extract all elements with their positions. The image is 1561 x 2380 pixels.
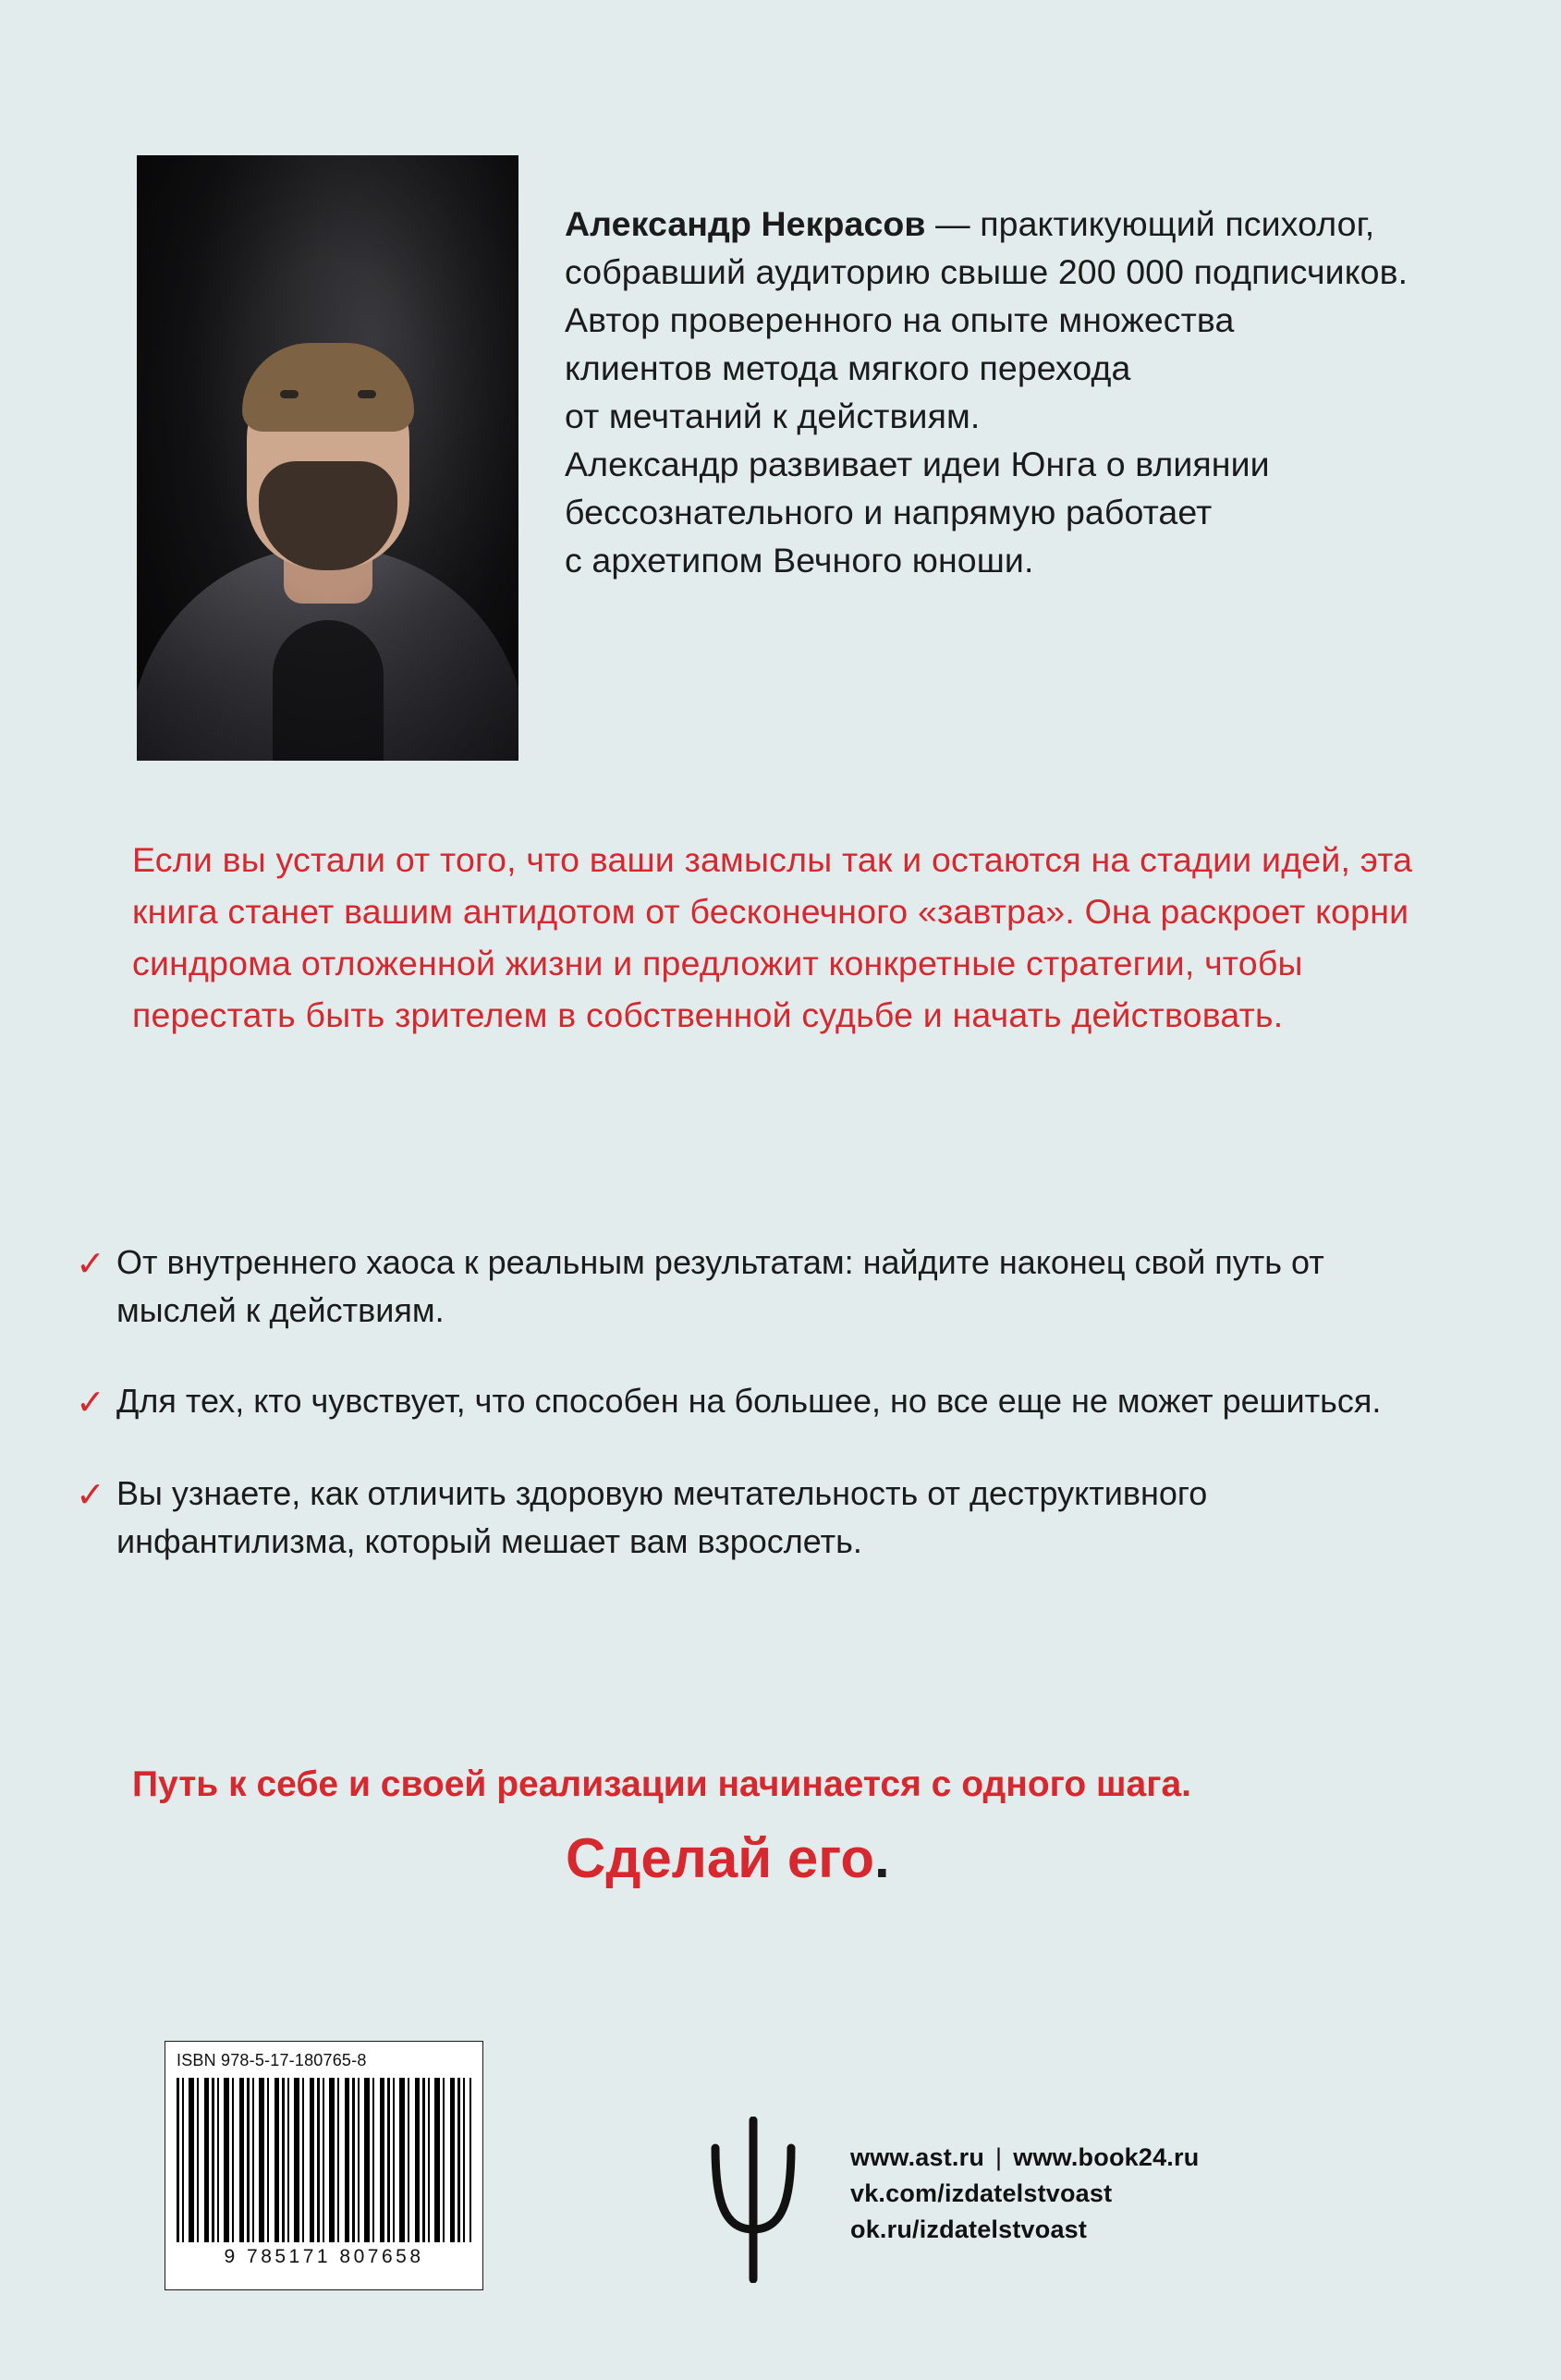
psi-logo-icon [702, 2117, 804, 2283]
author-name: Александр Некрасов [565, 204, 926, 243]
list-item [76, 1239, 1444, 1335]
list-item [76, 1377, 1444, 1427]
links-separator: | [995, 2143, 1003, 2171]
author-bio-line-6: с архетипом Вечного юноши. [565, 541, 1034, 580]
check-icon: ✓ [76, 1384, 105, 1422]
check-icon: ✓ [76, 1476, 105, 1515]
author-photo [137, 155, 518, 761]
author-bio-line-4: Александр развивает идеи Юнга о влиянии [565, 445, 1270, 483]
link-book24[interactable]: www.book24.ru [1013, 2143, 1200, 2171]
links-row-sites [850, 2140, 1199, 2176]
author-bio-intro: — практикующий психолог, собравший аудиторию свыше 200 000 подписчиков. [565, 204, 1409, 291]
barcode-digits: 9 785171 807658 [224, 2246, 424, 2267]
author-block [137, 155, 1431, 761]
closing-line-2-text: Сделай его [566, 1827, 875, 1889]
link-ast[interactable]: www.ast.ru [850, 2143, 985, 2171]
closing-line-2 [566, 1825, 890, 1892]
author-bio-line-1: Автор проверенного на опыте множества [565, 300, 1235, 339]
author-bio-line-3: от мечтаний к действиям. [565, 397, 981, 435]
isbn-label: ISBN 978-5-17-180765-8 [177, 2051, 367, 2069]
link-ok[interactable]: ok.ru/izdatelstvoast [850, 2215, 1088, 2243]
list-item [76, 1470, 1444, 1566]
closing-line-2-dot: . [874, 1827, 890, 1889]
intro-paragraph: Если вы устали от того, что ваши замыслы так и остаются на стадии идей, эта книга станет вашим антидотом от бесконечного «завтра». Она раскроет корни синдрома отложенной жизни и предложит конкретные стратегии, чтобы перестать быть зрителем в собственной судьбе и начать действовать. [132, 840, 1413, 1034]
list-item-text: Для тех, кто чувствует, что способен на большее, но все еще не может решиться. [116, 1382, 1382, 1420]
author-bio-line-5: бессознательного и напрямую работает [565, 493, 1213, 531]
barcode [165, 2041, 483, 2290]
check-icon: ✓ [76, 1245, 105, 1284]
feature-list [76, 1239, 1444, 1608]
link-vk[interactable]: vk.com/izdatelstvoast [850, 2179, 1113, 2207]
author-bio-line-2: клиентов метода мягкого перехода [565, 348, 1131, 387]
photo-vignette [137, 155, 518, 761]
closing-line-1: Путь к себе и своей реализации начинается с одного шага. [132, 1764, 1192, 1804]
list-item-text: Вы узнаете, как отличить здоровую мечтательность от деструктивного инфантилизма, который мешает вам взрослеть. [116, 1474, 1208, 1560]
author-bio [565, 155, 1431, 584]
barcode-bars [177, 2078, 471, 2242]
list-item-text: От внутреннего хаоса к реальным результатам: найдите наконец свой путь от мыслей к действиям. [116, 1243, 1324, 1329]
publisher-links [850, 2140, 1199, 2248]
